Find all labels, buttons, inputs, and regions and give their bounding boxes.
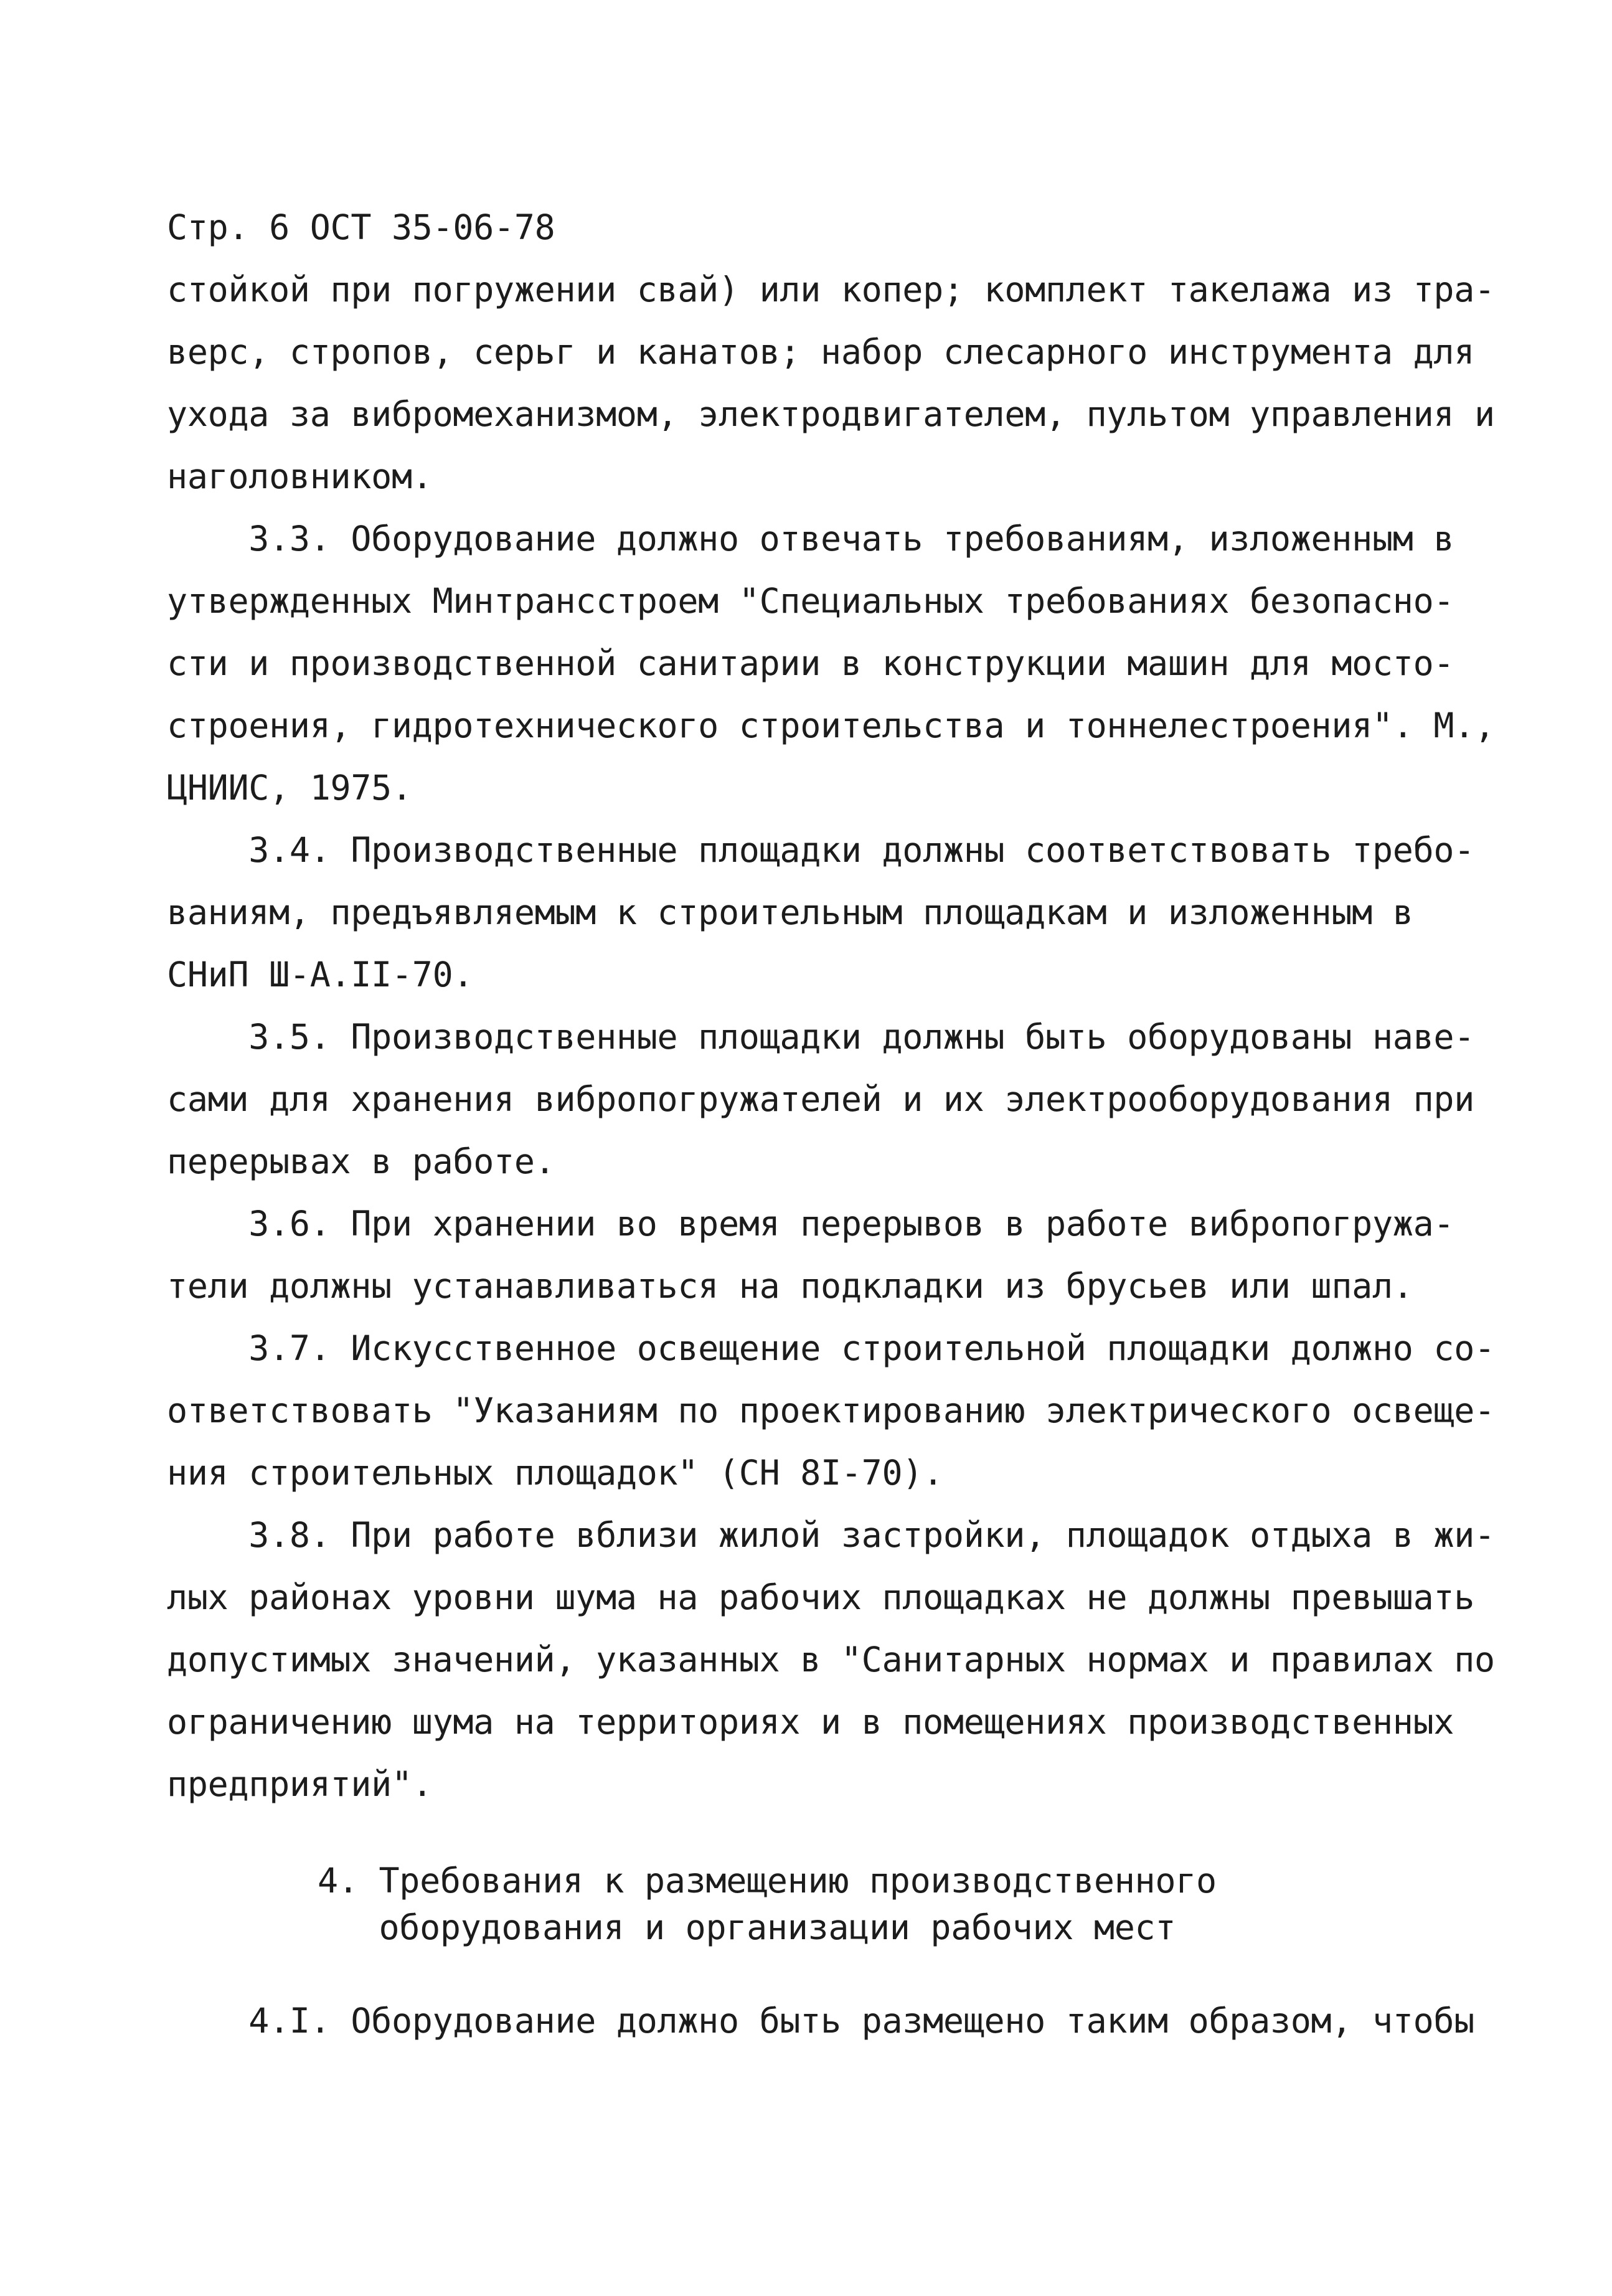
text-line: ваниям, предъявляемым к строительным площадкам и изложенным в [167,892,1413,932]
paragraph-3-6-start: 3.6. При хранении во время перерывов в работе вибропогружа- [167,1204,1454,1244]
text-line: строения, гидротехнического строительства и тоннелестроения". М., [167,706,1495,745]
text-line: предприятий". [167,1764,433,1804]
text-line: тели должны устанавливаться на подкладки из брусьев или шпал. [167,1266,1413,1306]
text-line: наголовником. [167,456,433,496]
text-line: перерывах в работе. [167,1141,555,1181]
text-line: ограничению шума на территориях и в помещениях производственных [167,1702,1454,1742]
text-line: лых районах уровни шума на рабочих площадках не должны превышать [167,1577,1475,1617]
text-line: ния строительных площадок" (СН 8I-70). [167,1453,943,1493]
text-line: ЦНИИС, 1975. [167,768,412,808]
paragraph-3-5-start: 3.5. Производственные площадки должны быть оборудованы наве- [167,1017,1475,1057]
paragraph-3-8-start: 3.8. При работе вблизи жилой застройки, площадок отдыха в жи- [167,1515,1495,1555]
section-4-title-line-2: оборудования и организации рабочих мест [318,1907,1176,1947]
text-line: допустимых значений, указанных в "Санитарных нормах и правилах по [167,1640,1495,1679]
paragraph-3-3-start: 3.3. Оборудование должно отвечать требованиям, изложенным в [167,519,1454,559]
text-line: утвержденных Минтрансстроем "Специальных требованиях безопасно- [167,581,1454,621]
text-line: сами для хранения вибропогружателей и их электрооборудования при [167,1079,1475,1119]
page-header: Стр. 6 ОСТ 35-06-78 [167,207,555,247]
text-line: верс, стропов, серьг и канатов; набор слесарного инструмента для [167,332,1475,372]
text-line: ухода за вибромеханизмом, электродвигателем, пультом управления и [167,394,1495,434]
text-line: стойкой при погружении свай) или копер; комплект такелажа из тра- [167,270,1495,309]
paragraph-3-4-start: 3.4. Производственные площадки должны соответствовать требо- [167,830,1475,870]
text-line: СНиП Ш-А.II-70. [167,955,474,994]
text-line: ответствовать "Указаниям по проектированию электрического освеще- [167,1391,1495,1430]
text-line: сти и производственной санитарии в конструкции машин для мосто- [167,643,1454,683]
paragraph-4-1-start: 4.I. Оборудование должно быть размещено таким образом, чтобы [167,2001,1475,2041]
section-4-title-line-1: 4. Требования к размещению производственного [318,1861,1217,1901]
paragraph-3-7-start: 3.7. Искусственное освещение строительной площадки должно со- [167,1328,1495,1368]
